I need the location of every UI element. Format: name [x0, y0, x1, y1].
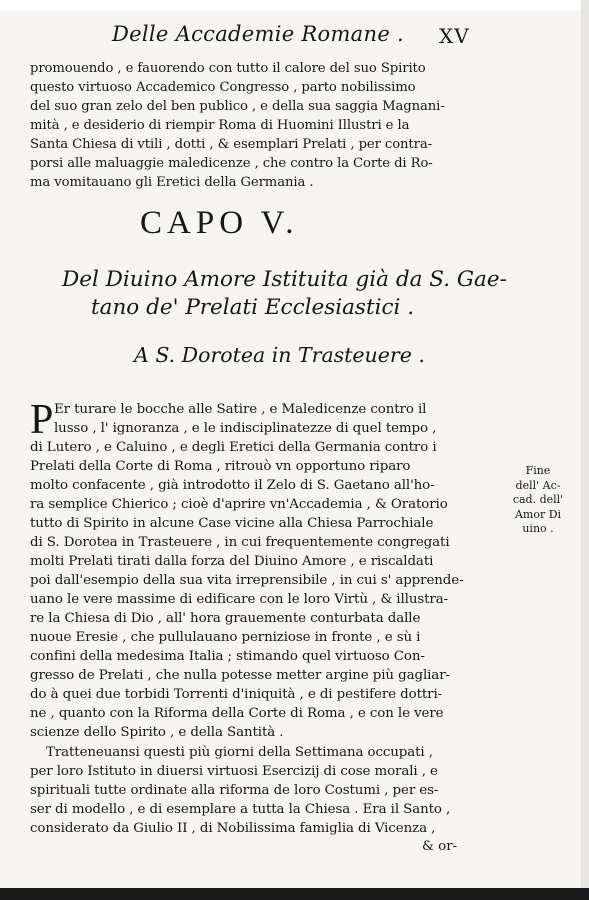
margin-note	[499, 464, 577, 537]
margin-note-line: dell' Ac-	[515, 478, 561, 492]
page-right-edge	[581, 0, 589, 900]
text-line: spirituali tutte ordinate alla riforma de loro Costumi , per es-	[30, 783, 439, 798]
text-line: di S. Dorotea in Trasteuere , in cui frequentemente congregati	[30, 535, 450, 550]
text-line: ma vomitauano gli Eretici della Germania .	[30, 175, 314, 190]
running-title: Delle Accademie Romane .	[112, 22, 405, 46]
text-line: gresso de Prelati , che nulla potesse metter argine più gagliar-	[30, 668, 450, 683]
margin-note-line: Amor Di	[514, 507, 562, 521]
text-line: do à quei due torbidi Torrenti d'iniquità , e di pestifere dottri-	[30, 687, 443, 702]
text-line: scienze dello Spirito , e della Santità .	[30, 725, 284, 740]
text-line: ra semplice Chierico ; cioè d'aprire vn'Accademia , & Oratorio	[30, 497, 448, 512]
text-line: promouendo , e fauorendo con tutto il calore del suo Spirito	[30, 61, 426, 76]
text-line: questo virtuoso Accademico Congresso , parto nobilissimo	[30, 80, 416, 95]
text-line: considerato da Giulio II , di Nobilissima famiglia di Vicenza ,	[30, 821, 436, 836]
margin-note-line: Fine	[525, 464, 551, 477]
page-bottom-shadow	[0, 888, 589, 900]
text-line: molto confacente , già introdotto il Zelo di S. Gaetano all'ho-	[30, 478, 435, 493]
text-line: ne , quanto con la Riforma della Corte di Roma , e con le vere	[30, 706, 444, 721]
text-line: di Lutero , e Caluino , e degli Eretici della Germania contro i	[30, 440, 437, 455]
text-line: Prelati della Corte di Roma , ritrouò vn opportuno riparo	[30, 459, 411, 474]
text-line: nuoue Eresie , che pullulauano perniziose in fronte , e sù i	[30, 630, 421, 645]
page-top-margin	[0, 0, 589, 10]
margin-note-line: uino .	[522, 522, 554, 535]
page-number: XV	[439, 24, 470, 48]
text-line: confini della medesima Italia ; stimando quel virtuoso Con-	[30, 649, 425, 664]
text-line: poi dall'esempio della sua vita irreprensibile , in cui s' apprende-	[30, 573, 464, 588]
chapter-heading: CAPO V.	[140, 205, 299, 241]
text-line: porsi alle maluaggie maledicenze , che contro la Corte di Ro-	[30, 156, 433, 171]
catchword: & or-	[422, 839, 458, 854]
text-line: Santa Chiesa di vtili , dotti , & esemplari Prelati , per contra-	[30, 137, 432, 152]
text-line: mità , e desiderio di riempir Roma di Huomini Illustri e la	[30, 118, 410, 133]
text-line: re la Chiesa di Dio , all' hora grauemente conturbata dalle	[30, 611, 421, 626]
text-line: tutto di Spirito in alcune Case vicine alla Chiesa Parrochiale	[30, 516, 434, 531]
chapter-subtitle-line2: tano de' Prelati Ecclesiastici .	[91, 295, 415, 320]
text-line: molti Prelati tirati dalla forza del Diuino Amore , e riscaldati	[30, 554, 434, 569]
text-line: ser di modello , e di esemplare a tutta la Chiesa . Era il Santo ,	[30, 802, 451, 817]
text-line: Er turare le bocche alle Satire , e Maledicenze contro il	[54, 402, 427, 417]
drop-cap: P	[30, 397, 54, 443]
text-line: per loro Istituto in diuersi virtuosi Esercizij di cose morali , e	[30, 764, 438, 779]
margin-note-line: cad. dell'	[512, 493, 564, 506]
chapter-subtitle-line1: Del Diuino Amore Istituita già da S. Gae-	[62, 267, 507, 292]
text-line: lusso , l' ignoranza , e le indisciplinatezze di quel tempo ,	[54, 421, 437, 436]
text-line: del suo gran zelo del ben publico , e della sua saggia Magnani-	[30, 99, 445, 114]
chapter-location: A S. Dorotea in Trasteuere .	[134, 343, 425, 367]
text-line: uano le vere massime di edificare con le loro Virtù , & illustra-	[30, 592, 449, 607]
text-line: Tratteneuansi questi più giorni della Settimana occupati ,	[46, 745, 433, 760]
